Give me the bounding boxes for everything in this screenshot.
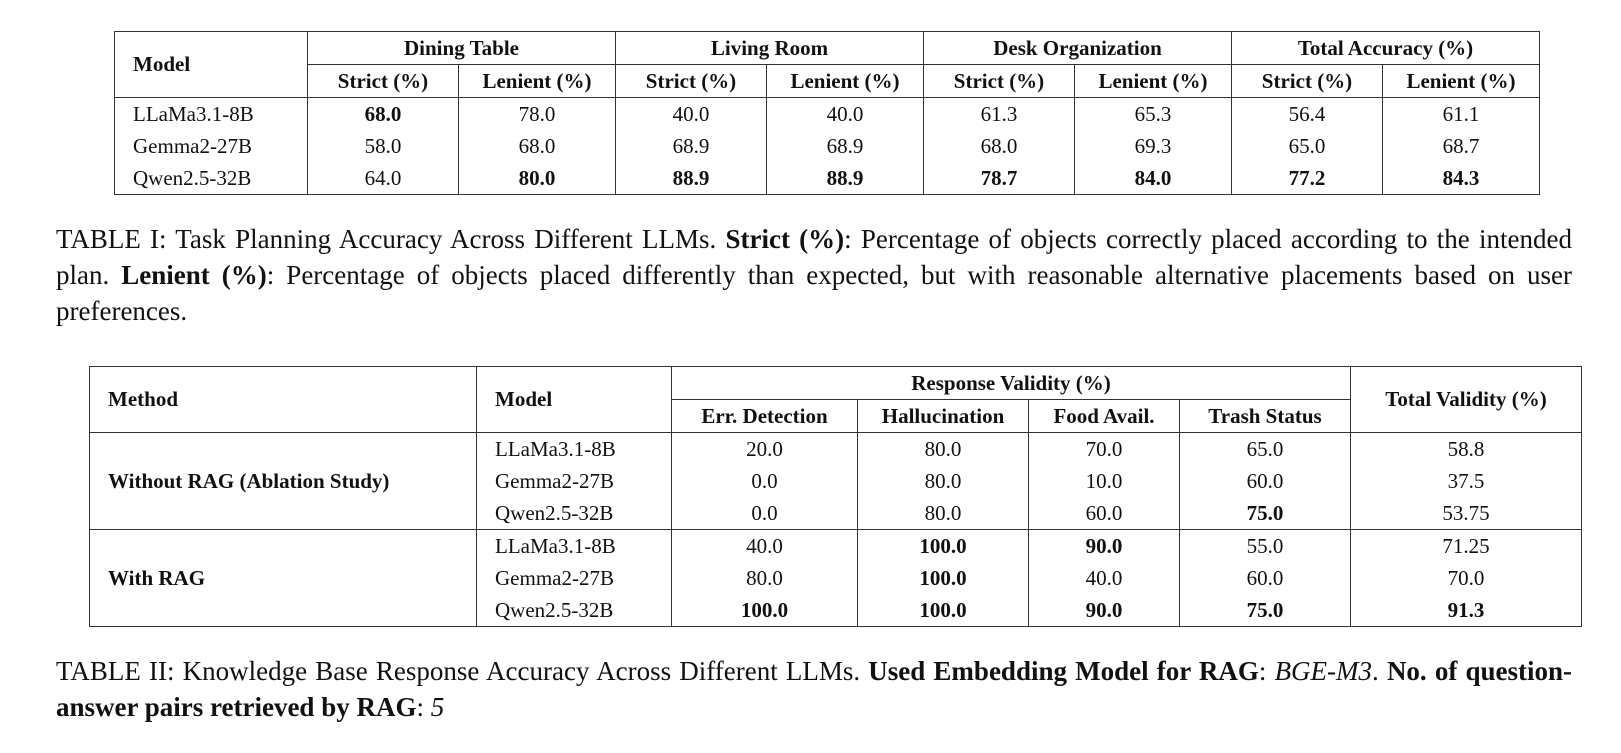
- caption-text: :: [416, 692, 431, 722]
- model-column-header: Model: [477, 367, 672, 433]
- model-cell: Gemma2-27B: [477, 562, 672, 594]
- model-cell: LLaMa3.1-8B: [477, 530, 672, 563]
- value-cell: 100.0: [858, 530, 1029, 563]
- subheader-strict: Strict (%): [1232, 65, 1383, 98]
- subheader-strict: Strict (%): [308, 65, 459, 98]
- subheader-strict: Strict (%): [924, 65, 1075, 98]
- total-validity-header: Total Validity (%): [1351, 367, 1582, 433]
- value-cell: 80.0: [858, 465, 1029, 497]
- value-cell: 84.0: [1075, 162, 1232, 195]
- caption-text: TABLE II: Knowledge Base Response Accuracy Across Different LLMs.: [56, 656, 869, 686]
- method-column-header: Method: [90, 367, 477, 433]
- model-cell: Qwen2.5-32B: [477, 594, 672, 627]
- model-cell: Gemma2-27B: [477, 465, 672, 497]
- model-cell: LLaMa3.1-8B: [477, 433, 672, 466]
- value-cell: 60.0: [1029, 497, 1180, 530]
- table-1-subheader-row: [115, 65, 1540, 98]
- group-header-dining-table: Dining Table: [308, 32, 616, 65]
- total-cell: 37.5: [1351, 465, 1582, 497]
- caption-text: .: [1372, 656, 1387, 686]
- value-cell: 61.1: [1383, 98, 1540, 131]
- caption-strict-label: Strict (%): [725, 224, 845, 254]
- total-cell: 71.25: [1351, 530, 1582, 563]
- caption-text: : Percentage of objects correctly placed according to the intended plan.: [56, 224, 1572, 290]
- value-cell: 68.7: [1383, 130, 1540, 162]
- value-cell: 78.0: [459, 98, 616, 131]
- caption-text: : Percentage of objects placed differently than expected, but with reasonable alternative placements based on user preferences.: [56, 260, 1572, 326]
- table-row: [115, 98, 1540, 131]
- model-cell: Qwen2.5-32B: [115, 162, 308, 195]
- value-cell: 70.0: [1029, 433, 1180, 466]
- caption-text: TABLE I: Task Planning Accuracy Across Different LLMs.: [56, 224, 726, 254]
- value-cell: 65.0: [1232, 130, 1383, 162]
- total-cell: 70.0: [1351, 562, 1582, 594]
- value-cell: 68.0: [924, 130, 1075, 162]
- value-cell: 100.0: [858, 562, 1029, 594]
- value-cell: 40.0: [767, 98, 924, 131]
- value-cell: 75.0: [1180, 594, 1351, 627]
- table-1-caption: [56, 221, 1572, 329]
- group-header-living-room: Living Room: [616, 32, 924, 65]
- value-cell: 55.0: [1180, 530, 1351, 563]
- value-cell: 58.0: [308, 130, 459, 162]
- group-header-response-validity: Response Validity (%): [672, 367, 1351, 400]
- value-cell: 56.4: [1232, 98, 1383, 131]
- value-cell: 88.9: [767, 162, 924, 195]
- total-cell: 53.75: [1351, 497, 1582, 530]
- value-cell: 64.0: [308, 162, 459, 195]
- subheader-lenient: Lenient (%): [1383, 65, 1540, 98]
- subheader-food-avail: Food Avail.: [1029, 400, 1180, 433]
- value-cell: 84.3: [1383, 162, 1540, 195]
- group-header-total-accuracy: Total Accuracy (%): [1232, 32, 1540, 65]
- value-cell: 78.7: [924, 162, 1075, 195]
- table-2: [89, 366, 1582, 627]
- value-cell: 20.0: [672, 433, 858, 466]
- value-cell: 88.9: [616, 162, 767, 195]
- table-row: [90, 433, 1582, 466]
- value-cell: 68.9: [767, 130, 924, 162]
- model-cell: Gemma2-27B: [115, 130, 308, 162]
- model-cell: Qwen2.5-32B: [477, 497, 672, 530]
- subheader-hallucination: Hallucination: [858, 400, 1029, 433]
- value-cell: 100.0: [858, 594, 1029, 627]
- value-cell: 80.0: [858, 433, 1029, 466]
- value-cell: 80.0: [459, 162, 616, 195]
- value-cell: 68.9: [616, 130, 767, 162]
- method-cell: Without RAG (Ablation Study): [90, 433, 477, 530]
- value-cell: 40.0: [672, 530, 858, 563]
- value-cell: 69.3: [1075, 130, 1232, 162]
- value-cell: 80.0: [672, 562, 858, 594]
- subheader-lenient: Lenient (%): [767, 65, 924, 98]
- table-2-header-row: [90, 367, 1582, 400]
- table-row: [90, 530, 1582, 563]
- value-cell: 10.0: [1029, 465, 1180, 497]
- subheader-trash-status: Trash Status: [1180, 400, 1351, 433]
- value-cell: 75.0: [1180, 497, 1351, 530]
- method-cell: With RAG: [90, 530, 477, 627]
- subheader-err-detection: Err. Detection: [672, 400, 858, 433]
- value-cell: 65.0: [1180, 433, 1351, 466]
- value-cell: 90.0: [1029, 530, 1180, 563]
- table-row: [115, 130, 1540, 162]
- value-cell: 77.2: [1232, 162, 1383, 195]
- caption-qa-pairs-label: No. of question-answer pairs retrieved by RAG: [56, 656, 1573, 722]
- value-cell: 40.0: [1029, 562, 1180, 594]
- caption-qa-pairs-value: 5: [430, 692, 445, 722]
- caption-embedding-label: Used Embedding Model for RAG: [868, 656, 1259, 686]
- value-cell: 0.0: [672, 497, 858, 530]
- value-cell: 68.0: [308, 98, 459, 131]
- table-1-header-row: [115, 32, 1540, 65]
- value-cell: 61.3: [924, 98, 1075, 131]
- total-cell: 58.8: [1351, 433, 1582, 466]
- value-cell: 0.0: [672, 465, 858, 497]
- value-cell: 40.0: [616, 98, 767, 131]
- table-row: [115, 162, 1540, 195]
- model-column-header: Model: [115, 32, 308, 98]
- table-2-caption: [56, 653, 1572, 725]
- value-cell: 100.0: [672, 594, 858, 627]
- caption-embedding-value: BGE-M3: [1274, 656, 1373, 686]
- total-cell: 91.3: [1351, 594, 1582, 627]
- caption-text: :: [1258, 656, 1275, 686]
- subheader-lenient: Lenient (%): [459, 65, 616, 98]
- model-cell: LLaMa3.1-8B: [115, 98, 308, 131]
- value-cell: 65.3: [1075, 98, 1232, 131]
- subheader-lenient: Lenient (%): [1075, 65, 1232, 98]
- value-cell: 60.0: [1180, 562, 1351, 594]
- caption-lenient-label: Lenient (%): [121, 260, 267, 290]
- value-cell: 68.0: [459, 130, 616, 162]
- value-cell: 80.0: [858, 497, 1029, 530]
- table-1: [114, 31, 1540, 195]
- value-cell: 90.0: [1029, 594, 1180, 627]
- group-header-desk-organization: Desk Organization: [924, 32, 1232, 65]
- value-cell: 60.0: [1180, 465, 1351, 497]
- subheader-strict: Strict (%): [616, 65, 767, 98]
